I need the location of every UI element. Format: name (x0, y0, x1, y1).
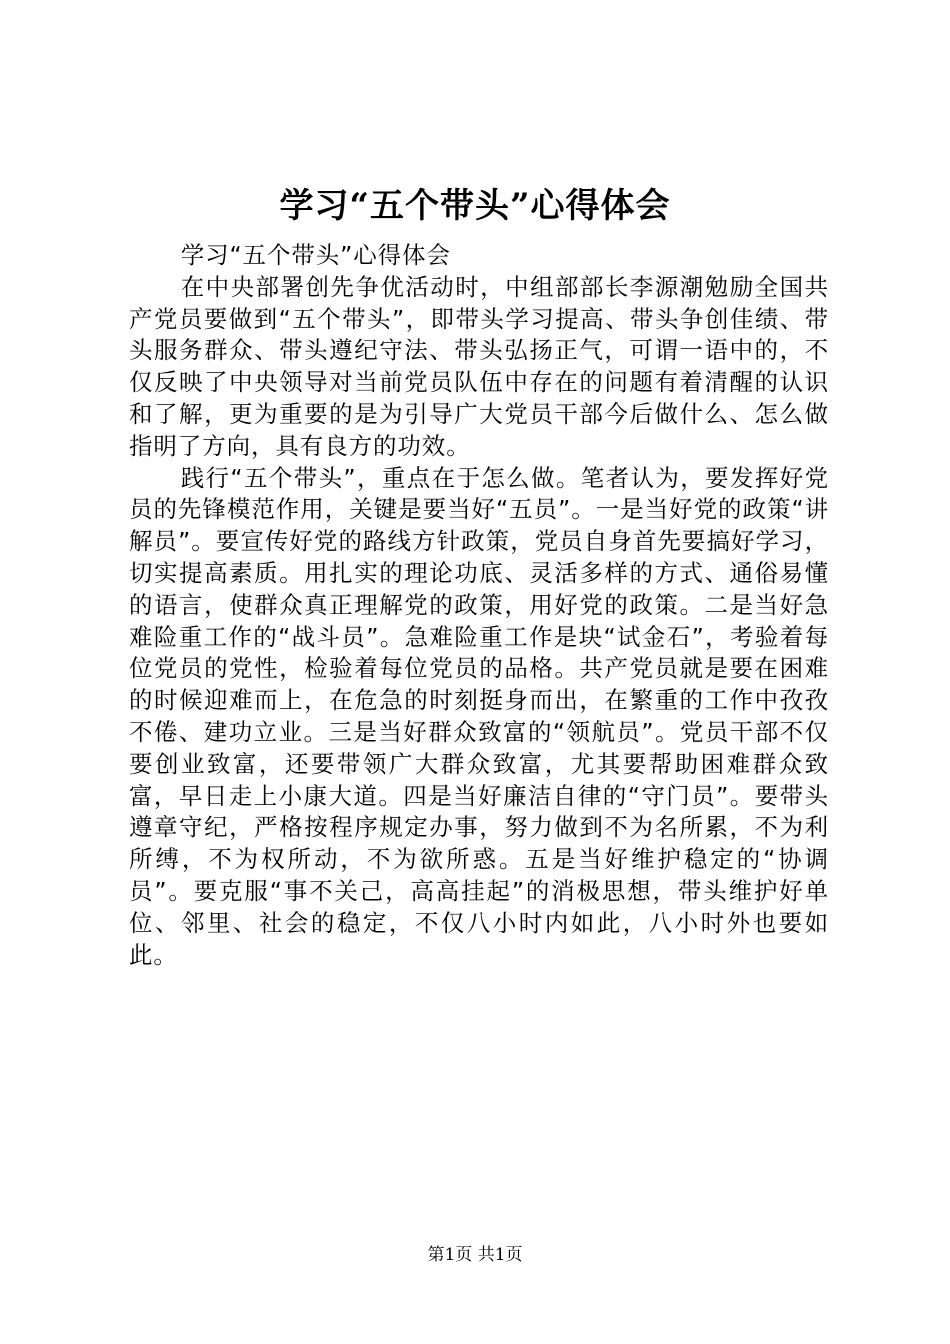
page-number-footer: 第1页 共1页 (427, 1245, 523, 1265)
document-body (129, 240, 829, 971)
document-subtitle: 学习“五个带头”心得体会 (180, 241, 451, 269)
paragraph-2: 践行“五个带头”，重点在于怎么做。笔者认为，要发挥好党员的先锋模范作用，关键是要当好“五员”。一是当好党的政策“讲解员”。要宣传好党的路线方针政策，党员自身首先要搞好学习，切实提高素质。用扎实的理论功底、灵活多样的方式、通俗易懂的语言，使群众真正理解党的政策，用好党的政策。二是当好急难险重工作的“战斗员”。急难险重工作是块“试金石”，考验着每位党员的党性，检验着每位党员的品格。共产党员就是要在困难的时候迎难而上，在危急的时刻挺身而出，在繁重的工作中孜孜不倦、建功立业。三是当好群众致富的“领航员”。党员干部不仅要创业致富，还要带领广大群众致富，尤其要帮助困难群众致富，早日走上小康大道。四是当好廉洁自律的“守门员”。要带头遵章守纪，严格按程序规定办事，努力做到不为名所累，不为利所缚，不为权所动，不为欲所惑。五是当好维护稳定的“协调员”。要克服“事不关己，高高挂起”的消极思想，带头维护好单位、邻里、社会的稳定，不仅八小时内如此，八小时外也要如此。 (129, 463, 829, 969)
document-title: 学习“五个带头”心得体会 (279, 186, 671, 226)
paragraph-1: 在中央部署创先争优活动时，中组部部长李源潮勉励全国共产党员要做到“五个带头”，即带头学习提高、带头争创佳绩、带头服务群众、带头遵纪守法、带头弘扬正气，可谓一语中的，不仅反映了中央领导对当前党员队伍中存在的问题有着清醒的认识和了解，更为重要的是为引导广大党员干部今后做什么、怎么做指明了方向，具有良方的功效。 (129, 272, 829, 460)
